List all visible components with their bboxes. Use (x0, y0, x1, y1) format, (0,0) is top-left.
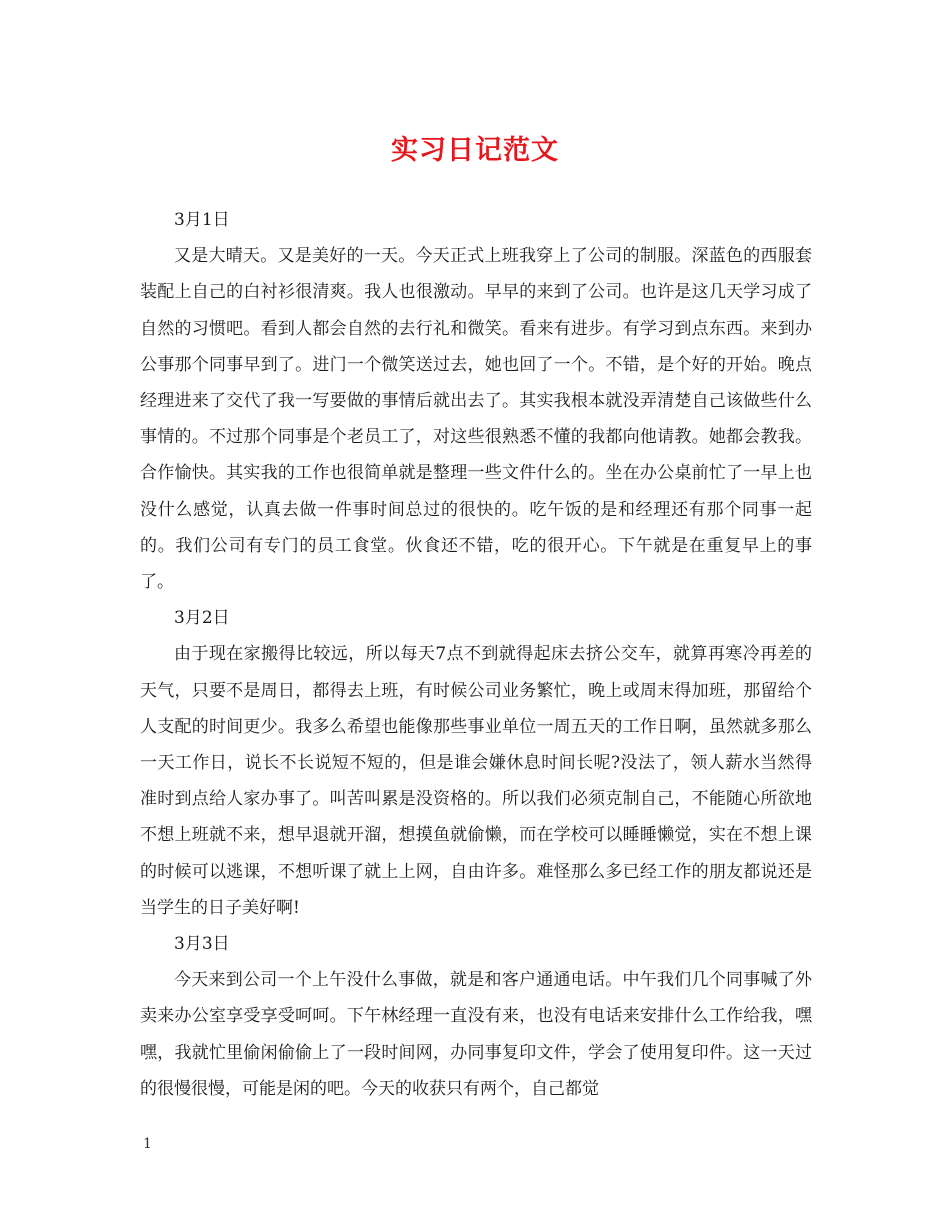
entry-date: 3月1日 (174, 210, 230, 230)
entry-date: 3月3日 (174, 934, 230, 955)
entry-text: 又是大晴天。又是美好的一天。今天正式上班我穿上了公司的制服。深蓝色的西服套装配上自己的白衬衫很清爽。我人也很激动。早早的来到了公司。也许是这几天学习成了自然的习惯吧。看到人都会自然的去行礼和微笑。看来有进步。有学习到点东西。来到办公事那个同事早到了。进门一个微笑送过去，她也回了一个。不错，是个好的开始。晚点经理进来了交代了我一写要做的事情后就出去了。其实我根本就没弄清楚自己该做些什么事情的。不过那个同事是个老员工了，对这些很熟悉不懂的我都向他请教。她都会教我。合作愉快。其实我的工作也很简单就是整理一些文件什么的。坐在办公桌前忙了一早上也没什么感觉，认真去做一件事时间总过的很快的。吃午饭的是和经理还有那个同事一起的。我们公司有专门的员工食堂。伙食还不错，吃的很开心。下午就是在重复早上的事了。 (140, 246, 812, 593)
document-body (140, 202, 812, 1107)
document-title: 实习日记范文 (391, 135, 559, 166)
entry-date: 3月2日 (174, 608, 230, 629)
entry-text: 今天来到公司一个上午没什么事做，就是和客户通通电话。中午我们几个同事喊了外卖来办公室享受享受呵呵。下午林经理一直没有来，也没有电话来安排什么工作给我，嘿嘿，我就忙里偷闲偷偷上了一段时间网，办同事复印文件，学会了使用复印件。这一天过的很慢很慢，可能是闲的吧。今天的收获只有两个，自己都觉 (140, 970, 812, 1099)
page-number: 1 (143, 1136, 152, 1152)
entry-text: 由于现在家搬得比较远，所以每天7点不到就得起床去挤公交车，就算再寒冷再差的天气，只要不是周日，都得去上班，有时候公司业务繁忙，晚上或周末得加班，那留给个人支配的时间更少。我多么希望也能像那些事业单位一周五天的工作日啊，虽然就多那么一天工作日，说长不长说短不短的，但是谁会嫌休息时间长呢?没法了，领人薪水当然得准时到点给人家办事了。叫苦叫累是没资格的。所以我们必须克制自己，不能随心所欲地不想上班就不来，想早退就开溜，想摸鱼就偷懒，而在学校可以睡睡懒觉，实在不想上课的时候可以逃课，不想听课了就上上网，自由许多。难怪那么多已经工作的朋友都说还是当学生的日子美好啊! (140, 644, 812, 918)
